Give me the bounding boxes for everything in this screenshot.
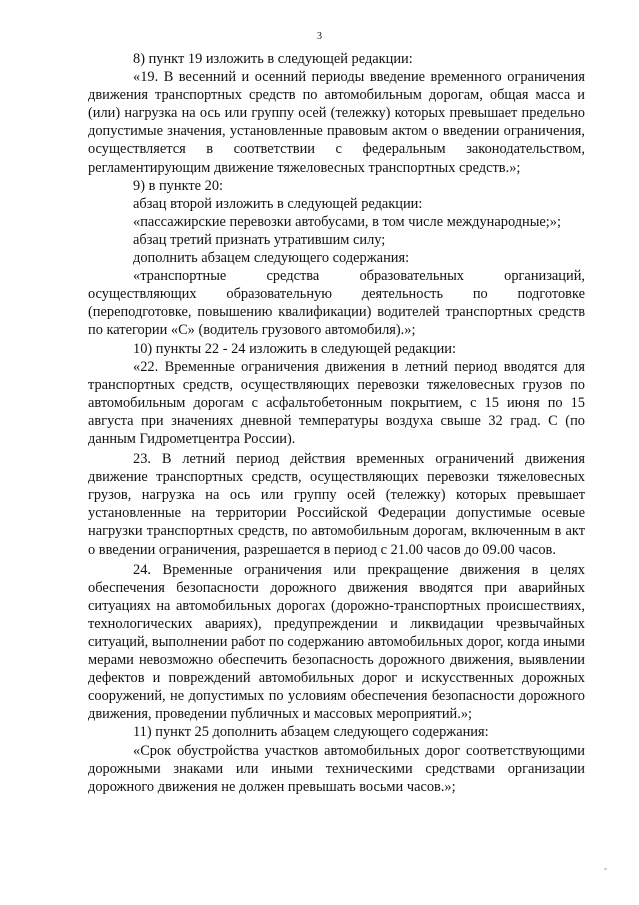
item-9-instruction-second-paragraph: абзац второй изложить в следующей редакции:: [133, 195, 423, 212]
item-9-instruction-add-paragraph: дополнить абзацем следующего содержания:: [133, 250, 410, 267]
clause-24-text: 24. Временные ограничения или прекращение движения в целях обеспечения безопасности дорожного движения вводятся при аварийных ситуациях на автомобильных дорогах (дорожно-транспортных происшествиях, технологических авариях), предупреждении и ликвидации чрезвычайных ситуаций, выполнении работ по содержанию автомобильных дорог, когда иными мерами невозможно обеспечить безопасность дорожного движения, выявлении дефектов и повреждений автомобильных дорог и искусственных дорожных сооружений, не допустимых по условиям обеспечения безопасности дорожного движения, проведении публичных и массовых мероприятий.»;: [88, 561, 585, 723]
item-8-heading: 8) пункт 19 изложить в следующей редакции:: [133, 51, 413, 67]
page-number: 3: [317, 31, 322, 42]
scan-speck: [604, 868, 607, 870]
clause-22-text: «22. Временные ограничения движения в летний период вводятся для транспортных средств, осуществляющих перевозки тяжеловесных грузов по автомобильным дорогам с асфальтобетонным покрытием, с 15 июня по 15 августа при значениях дневной температуры воздуха свыше 32 град. С (по данным Гидрометцентра России).: [88, 358, 585, 447]
item-10-heading: 10) пункты 22 - 24 изложить в следующей редакции:: [133, 340, 456, 357]
item-9-added-paragraph-text: «транспортные средства образовательных организаций, осуществляющих образовательную деятельность по подготовке (переподготовке, повышению квалификации) водителей транспортных средств по категории «С» (водитель грузового автомобиля).»;: [88, 268, 585, 339]
item-9-instruction-third-paragraph: абзац третий признать утратившим силу;: [133, 231, 386, 248]
document-body: [88, 50, 585, 796]
clause-23-text: 23. В летний период действия временных ограничений движения движение транспортных средств, осуществляющих перевозки тяжеловесных грузов, нагрузка на ось или группу осей (тележку) которых превышает установленные на территории Российской Федерации допустимые осевые нагрузки транспортных средств, по автомобильным дорогам, включенным в акт о введении ограничения, разрешается в период с 21.00 часов до 09.00 часов.: [88, 451, 585, 558]
item-9-heading: 9) в пункте 20:: [133, 177, 224, 194]
clause-19-text: «19. В весенний и осенний периоды введение временного ограничения движения транспортных средств по автомобильным дорогам, общая масса и (или) нагрузка на ось или группу осей (тележку) которых превышает предельно допустимые значения, установленные правовым актом о введении ограничения, осуществляется в соответствии с федеральным законодательством, регламентирующим движение тяжеловесных транспортных средств.»;: [88, 69, 585, 176]
clause-25-added-text: «Срок обустройства участков автомобильных дорог соответствующими дорожными знаками или иными техническими средствами организации дорожного движения не должен превышать восьми часов.»;: [88, 742, 585, 795]
item-9-passenger-transport-text: «пассажирские перевозки автобусами, в том числе международные;»;: [133, 213, 562, 230]
item-11-heading: 11) пункт 25 дополнить абзацем следующего содержания:: [133, 724, 489, 741]
